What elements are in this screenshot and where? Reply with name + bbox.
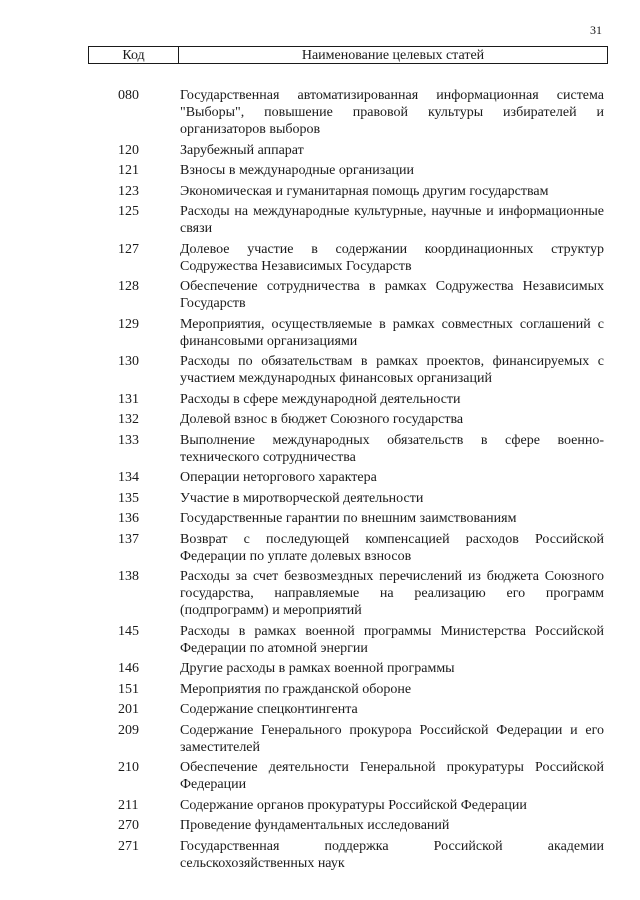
- header-name: Наименование целевых статей: [301, 48, 485, 63]
- table-row: [0, 353, 640, 387]
- table-row: [0, 759, 640, 793]
- row-name: Другие расходы в рамках военной программы: [180, 661, 455, 676]
- table-row: [0, 278, 640, 312]
- row-name: Мероприятия по гражданской обороне: [180, 681, 412, 697]
- row-name: Расходы на международные культурные, научные и информационные связи: [180, 204, 604, 236]
- row-code: 133: [118, 432, 139, 448]
- row-code: 125: [118, 204, 139, 219]
- table-row: [0, 411, 640, 428]
- row-name: Государственные гарантии по внешним заимствованиям: [180, 511, 517, 526]
- row-code: 138: [118, 569, 139, 584]
- row-code: 123: [118, 183, 139, 199]
- row-name: Возврат с последующей компенсацией расходов Российской Федерации по уплате долевых взносов: [180, 531, 604, 564]
- row-name: Расходы в рамках военной программы Министерства Российской Федерации по атомной энергии: [180, 623, 604, 656]
- row-code: 209: [118, 722, 139, 738]
- table-row: [0, 183, 640, 200]
- row-name: Расходы по обязательствам в рамках проектов, финансируемых с участием международных финансовых организаций: [180, 354, 604, 386]
- row-code: 201: [118, 702, 139, 717]
- row-code: 135: [118, 490, 139, 506]
- row-name: Взносы в международные организации: [180, 163, 415, 178]
- row-name: Содержание спецконтингента: [180, 702, 358, 717]
- row-name: Мероприятия, осуществляемые в рамках совместных соглашений с финансовыми организациями: [180, 316, 604, 349]
- row-code: 130: [118, 354, 139, 369]
- table-row: [0, 510, 640, 527]
- table-row: [0, 142, 640, 159]
- table-row: [0, 203, 640, 237]
- row-name: Расходы за счет безвозмездных перечислений из бюджета Союзного государства, направляемые на реализацию его программ (подпрограмм) и мероприятий: [180, 569, 604, 618]
- row-code: 129: [118, 316, 139, 332]
- table-row: [0, 241, 640, 275]
- row-code: 270: [118, 818, 139, 833]
- row-name: Государственная автоматизированная информационная система "Выборы", повышение правовой культуры избирателей и организаторов выборов: [180, 88, 604, 137]
- page-number: 31: [590, 23, 602, 37]
- row-name: Содержание Генерального прокурора Российской Федерации и его заместителей: [180, 722, 604, 755]
- row-name: Обеспечение деятельности Генеральной прокуратуры Российской Федерации: [180, 760, 604, 792]
- table-row: [0, 432, 640, 466]
- row-name: Долевое участие в содержании координационных структур Содружества Независимых Государств: [180, 241, 604, 274]
- row-code: 145: [118, 623, 139, 639]
- row-code: 134: [118, 470, 139, 485]
- table-body: [0, 87, 640, 875]
- row-name: Участие в миротворческой деятельности: [180, 490, 424, 506]
- row-code: 151: [118, 681, 139, 697]
- table-row: [0, 469, 640, 486]
- table-row: [0, 701, 640, 718]
- table-header: [88, 46, 608, 64]
- row-code: 120: [118, 142, 139, 158]
- table-row: [0, 531, 640, 565]
- table-row: [0, 87, 640, 138]
- header-code: Код: [89, 47, 179, 63]
- table-row: [0, 660, 640, 677]
- row-code: 136: [118, 511, 139, 526]
- row-name: Содержание органов прокуратуры Российской Федерации: [180, 797, 527, 813]
- row-code: 271: [118, 838, 139, 854]
- row-name: Операции неторгового характера: [180, 470, 377, 485]
- row-code: 121: [118, 163, 139, 178]
- table-row: [0, 623, 640, 657]
- row-name: Выполнение международных обязательств в сфере военно-технического сотрудничества: [180, 432, 604, 465]
- table-row: [0, 490, 640, 507]
- row-name: Проведение фундаментальных исследований: [180, 818, 450, 833]
- row-name: Зарубежный аппарат: [180, 142, 304, 158]
- table-row: [0, 797, 640, 814]
- table-row: [0, 722, 640, 756]
- table-row: [0, 838, 640, 872]
- row-code: 132: [118, 412, 139, 427]
- table-row: [0, 681, 640, 698]
- row-code: 128: [118, 279, 139, 294]
- row-name: Обеспечение сотрудничества в рамках Содружества Независимых Государств: [180, 279, 604, 311]
- row-code: 080: [118, 88, 139, 103]
- table-row: [0, 817, 640, 834]
- table-row: [0, 391, 640, 408]
- row-code: 211: [118, 797, 139, 813]
- row-code: 127: [118, 241, 139, 257]
- table-row: [0, 162, 640, 179]
- row-code: 146: [118, 661, 139, 676]
- row-code: 131: [118, 391, 139, 407]
- table-row: [0, 568, 640, 619]
- row-code: 210: [118, 760, 139, 775]
- table-row: [0, 316, 640, 350]
- row-name: Экономическая и гуманитарная помощь другим государствам: [180, 183, 549, 199]
- row-name: Долевой взнос в бюджет Союзного государства: [180, 412, 464, 427]
- row-name: Расходы в сфере международной деятельности: [180, 391, 461, 407]
- row-name: Государственная поддержка Российской академии сельскохозяйственных наук: [180, 838, 604, 871]
- row-code: 137: [118, 531, 139, 547]
